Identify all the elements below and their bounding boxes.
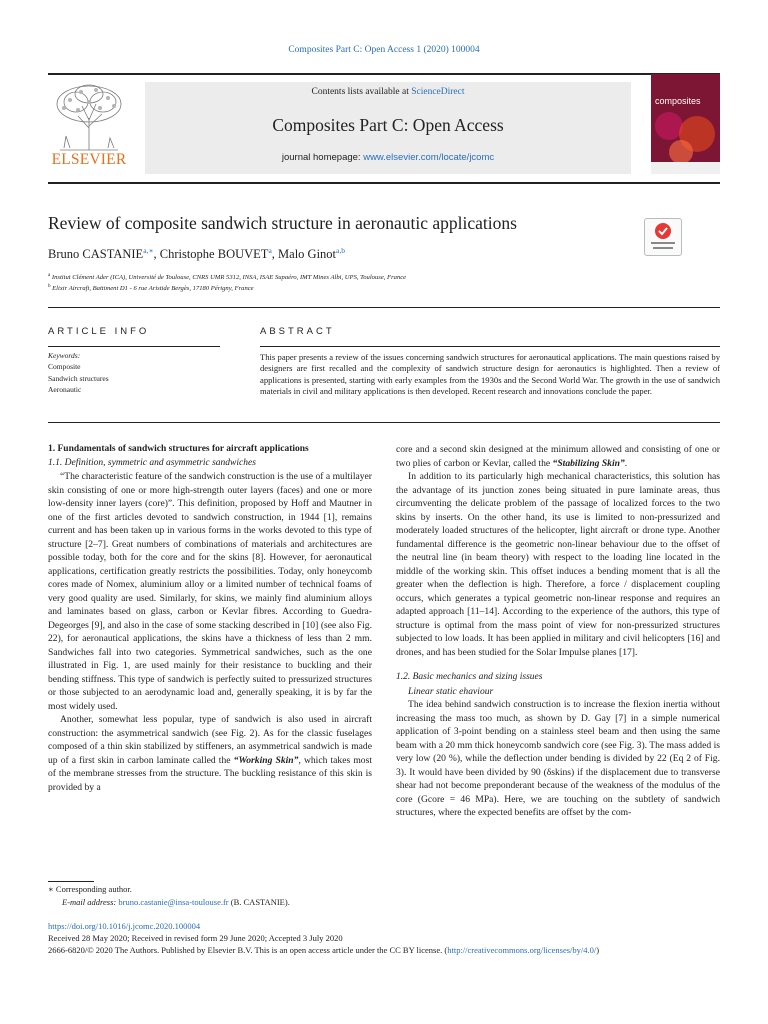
author-email-link[interactable]: bruno.castanie@insa-toulouse.fr xyxy=(118,897,229,907)
elsevier-tree-icon xyxy=(48,80,130,152)
abstract-rule xyxy=(260,346,720,347)
body-paragraph: “The characteristic feature of the sandwich construction is the use of a multilayer skin consisting of one or more high-strength outer layers (faces) and one or more low-density inner layers (core)”. This definition, proposed by Hoff and Mautner in one of the first articles devoted to sandwich construction, in 1944 [1], remains current and has been taken up in various forms in the works devoted to this type of structure [2–7]. Great numbers of combinations of materials and architectures are possible today, both for the core and for the skins [8]. However, for aeronautical applications, certification greatly restricts the possibilities. Today, only honeycomb cores made of Nomex, aluminium alloy or a limited number of technical foams of very good quality are used. Similarly, for skins, we mainly find aluminium alloys and laminates based on glass, carbon or Kevlar fibres. According to Guedra-Degeorges [9], and also in the case of some stacking described in [10] (see also Fig. 22), for aeronautical applications, the skins have a thickness of less than 2 mm. Sandwiches fall into two categories. Symmetrical sandwiches, such as the one illustrated in Fig. 1, are used mainly for their resistance to buckling and their bending stiffness. This type of sandwich is perfectly suited to pressurized structures or those subjected to an aerodynamic load and, generally speaking, it is by far the most widely used. xyxy=(48,471,372,712)
license-link[interactable]: http://creativecommons.org/licenses/by/4.0/ xyxy=(447,945,597,955)
elsevier-wordmark: ELSEVIER xyxy=(51,151,127,168)
body-paragraph: The idea behind sandwich construction is to increase the flexion inertia without increasing the mass too much, as shown by D. Gay [7] in a simple numerical application of 3-point bending on a stainless steel beam and then using the same beam with a 20 mm thick honeycomb sandwich core (see Fig. 3). The mass added is very low (20 %), while the deflection under bending is divided by 22 (Eq 2 of Fig. 3). It would have been divided by 90 (δskins) if the displacement due to transverse shear had not become preponderant because of the weakness of the modulus of the core (Gcore = 46 MPa). Here, we are touching on the subtlety of sandwich structures, where the expected benefits are offset by the com- xyxy=(396,699,720,818)
cover-title: composites xyxy=(655,96,701,106)
keyword: Composite xyxy=(48,362,81,372)
article-info-heading: ARTICLE INFO xyxy=(48,326,150,337)
author-name[interactable]: Malo Ginot xyxy=(278,247,337,262)
footnote-rule xyxy=(48,881,94,882)
keyword: Sandwich structures xyxy=(48,373,109,383)
sciencedirect-link[interactable]: ScienceDirect xyxy=(411,87,465,97)
journal-homepage-link[interactable]: www.elsevier.com/locate/jcomc xyxy=(363,152,495,163)
article-info-rule xyxy=(48,346,220,347)
right-column xyxy=(396,443,720,820)
subsection-heading: Linear static ehaviour xyxy=(408,685,494,697)
section-1-heading: 1. Fundamentals of sandwich structures for aircraft applications xyxy=(48,444,309,454)
journal-homepage-line: journal homepage: www.elsevier.com/locate/jcomc xyxy=(281,152,495,163)
left-column xyxy=(48,443,372,794)
header-bottom-rule xyxy=(48,182,720,184)
journal-cover-image xyxy=(651,74,720,174)
author-name[interactable]: Bruno CASTANIE xyxy=(48,247,144,262)
affiliation: $^a$ Institut Clément Ader (ICA), Université de Toulouse, CNRS UMR 5312, INSA, ISAE Supaéro, IMT Mines Albi, UPS, Toulouse, France xyxy=(48,273,407,282)
header-top-rule xyxy=(48,73,720,75)
author-name[interactable]: Christophe BOUVET xyxy=(159,247,269,262)
keywords-label: Keywords: xyxy=(48,351,81,360)
section-1-1-heading: 1.1. Definition, symmetric and asymmetric sandwiches xyxy=(48,457,256,468)
license-line: 2666-6820/© 2020 The Authors. Published by Elsevier B.V. This is an open access article under the CC BY license. (http://creativecommons.org/licenses/by/4.0/) xyxy=(48,945,600,955)
journal-header-box xyxy=(145,82,631,174)
article-dates: Received 28 May 2020; Received in revised form 29 June 2020; Accepted 3 July 2020 xyxy=(48,933,343,943)
keywords-block xyxy=(48,350,109,395)
contents-line: Contents lists available at ScienceDirect xyxy=(311,87,465,97)
author-list: Bruno $CASTANIE^{a,∗}$, Christophe BOUVET$^a$, Malo Ginot$^{a,b}$ xyxy=(48,246,345,262)
abstract-heading: ABSTRACT xyxy=(260,326,335,337)
body-paragraph: In addition to its particularly high mechanical characteristics, this solution has the advantage of its junction zones being situated in pure laminate areas, thus circumventing the delicate problem of the passage of localized forces to the two skins by inserts. On the other hand, its use is limited to non-pressurized and moderately loaded structures of the helicopter, light aircraft or drone type. Another fundamental difference is the geometric non-linear behaviour due to the offset of the neutral line (in beam theory) with respect to the loading line located in the middle of the working skin. This offset induces a bending moment that is all the greater when the deflection is high. Therefore, a force / displacement coupling occurs, which generates a typical geometric non-linear response and requires an adapted approach [11–14]. According to the experience of the authors, this type of structure is optimal from the mass point of view for non-pressurized structures subjected to low loads. It has been applied in military and civil helicopters [16] and drones, and has been studied for the Solar Impulse planes [17]. xyxy=(396,471,720,658)
author-affiliation-sup[interactable]: a,∗ xyxy=(143,246,154,255)
check-for-updates-button[interactable] xyxy=(644,218,682,256)
email-note: E-mail address: bruno.castanie@insa-toulouse.fr (B. CASTANIE). xyxy=(62,897,290,907)
corresponding-author-note: ∗ Corresponding author. xyxy=(48,884,132,894)
affiliations-rule xyxy=(48,307,720,308)
journal-reference[interactable]: Composites Part C: Open Access 1 (2020) 100004 xyxy=(288,45,480,55)
abstract-bottom-rule xyxy=(48,422,720,423)
doi-link[interactable]: https://doi.org/10.1016/j.jcomc.2020.100004 xyxy=(48,921,201,931)
cover-art-icon xyxy=(651,74,720,174)
section-1-2-heading: 1.2. Basic mechanics and sizing issues xyxy=(396,672,543,682)
abstract-text: This paper presents a review of the issues concerning sandwich structures for aeronautical applications. The main questions raised by designers are first recalled and the complexity of sandwich structure design for aeronautics is highlighted. Then a review of applications is presented, starting with early examples from the 1930s and the Second World War. The growth in the use of sandwich materials in civil and military applications is then developed. Recent research and innovations conclude the paper. xyxy=(260,352,720,397)
body-paragraph: core and a second skin designed at the minimum allowed and consisting of one or two plies of carbon or Kevlar, called the “Stabilizing Skin”. xyxy=(396,444,720,469)
keyword: Aeronautic xyxy=(48,384,82,394)
author-affiliation-sup[interactable]: a xyxy=(268,246,272,255)
article-title: Review of composite sandwich structure in aeronautic applications xyxy=(48,213,517,233)
author-affiliation-sup[interactable]: a,b xyxy=(336,246,345,255)
affiliation: $^b$ Elixir Aircraft, Battiment D1 - 6 rue Aristide Bergès, 17180 Périgny, France xyxy=(48,284,254,293)
crossmark-icon xyxy=(645,219,681,255)
journal-title: Composites Part C: Open Access xyxy=(272,115,504,135)
body-paragraph: Another, somewhat less popular, type of sandwich is also used in aircraft construction: the asymmetrical sandwich (see Fig. 2). As for the classic fuselages composed of a thin skin stabilized by stiffeners, an asymmetrical sandwich is made up of a first skin in carbon laminate called the “Working Skin”, which takes most of the membrane stresses from the structure. The buckling resistance of this skin is provided by a xyxy=(48,714,372,793)
